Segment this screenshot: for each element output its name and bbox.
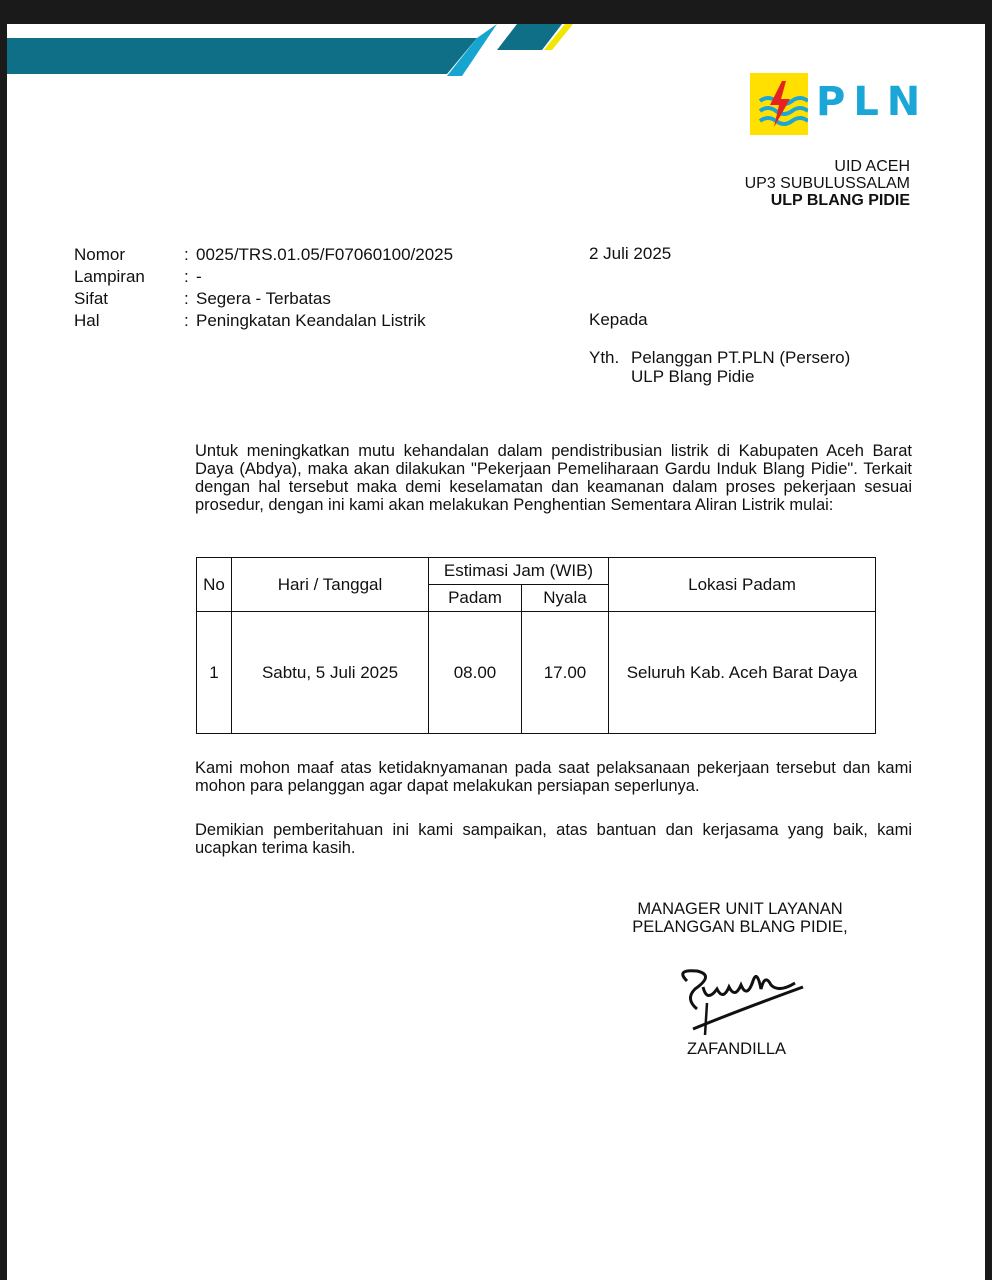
body-paragraph-1: Untuk meningkatkan mutu kehandalan dalam pendistribusian listrik di Kabupaten Aceh Barat Daya (Abdya), maka akan dilakukan "Pekerjaan Pemeliharaan Gardu Induk Blang Pidie". Terkait dengan hal tersebut maka demi keselamatan dan keamanan dalam proses pekerjaan sesuai prosedur, dengan ini kami akan melakukan Penghentian Sementara Aliran Listrik mulai: (195, 442, 912, 514)
signature-title-1: MANAGER UNIT LAYANAN (637, 900, 843, 918)
meta-value: 0025/TRS.01.05/F07060100/2025 (196, 245, 454, 264)
unit-address (745, 158, 910, 209)
meta-label: Nomor (74, 245, 126, 264)
meta-label: Lampiran (74, 267, 145, 286)
cell-nyala: 17.00 (522, 612, 609, 734)
recipient-block (589, 348, 850, 386)
meta-colon: : (184, 289, 189, 308)
table-row (197, 612, 876, 734)
cell-lokasi: Seluruh Kab. Aceh Barat Daya (609, 612, 876, 734)
meta-value: - (196, 267, 202, 286)
recipient-line-2: ULP Blang Pidie (631, 367, 755, 386)
cell-hari: Sabtu, 5 Juli 2025 (232, 612, 429, 734)
kepada-label: Kepada (589, 310, 648, 329)
signature-title (607, 900, 873, 936)
outage-schedule-table (196, 557, 876, 734)
letter-page (7, 24, 985, 1280)
signer-name: ZAFANDILLA (687, 1040, 787, 1058)
lightning-icon (750, 73, 808, 135)
meta-colon: : (184, 245, 189, 264)
cell-no: 1 (197, 612, 232, 734)
unit-line-2: UP3 SUBULUSSALAM (744, 175, 910, 192)
meta-colon: : (184, 267, 189, 286)
pln-logo (750, 73, 929, 135)
letter-date: 2 Juli 2025 (589, 244, 672, 263)
body-paragraph-3: Demikian pemberitahuan ini kami sampaikan, atas bantuan dan kerjasama yang baik, kami ucapkan terima kasih. (195, 821, 912, 857)
cell-padam: 08.00 (429, 612, 522, 734)
meta-value: Peningkatan Keandalan Listrik (196, 311, 426, 330)
meta-value: Segera - Terbatas (196, 289, 331, 308)
signature-title-2: PELANGGAN BLANG PIDIE, (632, 918, 848, 936)
header-padam: Padam (429, 585, 522, 612)
recipient-line-1: Pelanggan PT.PLN (Persero) (631, 348, 851, 367)
body-paragraph-2: Kami mohon maaf atas ketidaknyamanan pada saat pelaksanaan pekerjaan tersebut dan kami mohon para pelanggan agar dapat melakukan persiapan seperlunya. (195, 759, 912, 795)
meta-label: Hal (74, 311, 100, 330)
header-lokasi: Lokasi Padam (609, 558, 876, 612)
header-estimasi: Estimasi Jam (WIB) (429, 558, 609, 585)
header-nyala: Nyala (522, 585, 609, 612)
header-no: No (197, 558, 232, 612)
meta-sifat (74, 288, 453, 310)
meta-hal (74, 310, 453, 332)
pln-logo-mark (750, 73, 808, 135)
meta-nomor (74, 244, 453, 266)
yth-label: Yth. (589, 348, 620, 367)
unit-line-1: UID ACEH (834, 158, 910, 175)
unit-line-3: ULP BLANG PIDIE (770, 192, 910, 209)
letter-meta (74, 244, 453, 332)
handwritten-signature (667, 959, 807, 1039)
pln-logo-text: PLN (816, 79, 929, 125)
meta-label: Sifat (74, 289, 109, 308)
meta-colon: : (184, 311, 189, 330)
meta-lampiran (74, 266, 453, 288)
header-hari: Hari / Tanggal (232, 558, 429, 612)
